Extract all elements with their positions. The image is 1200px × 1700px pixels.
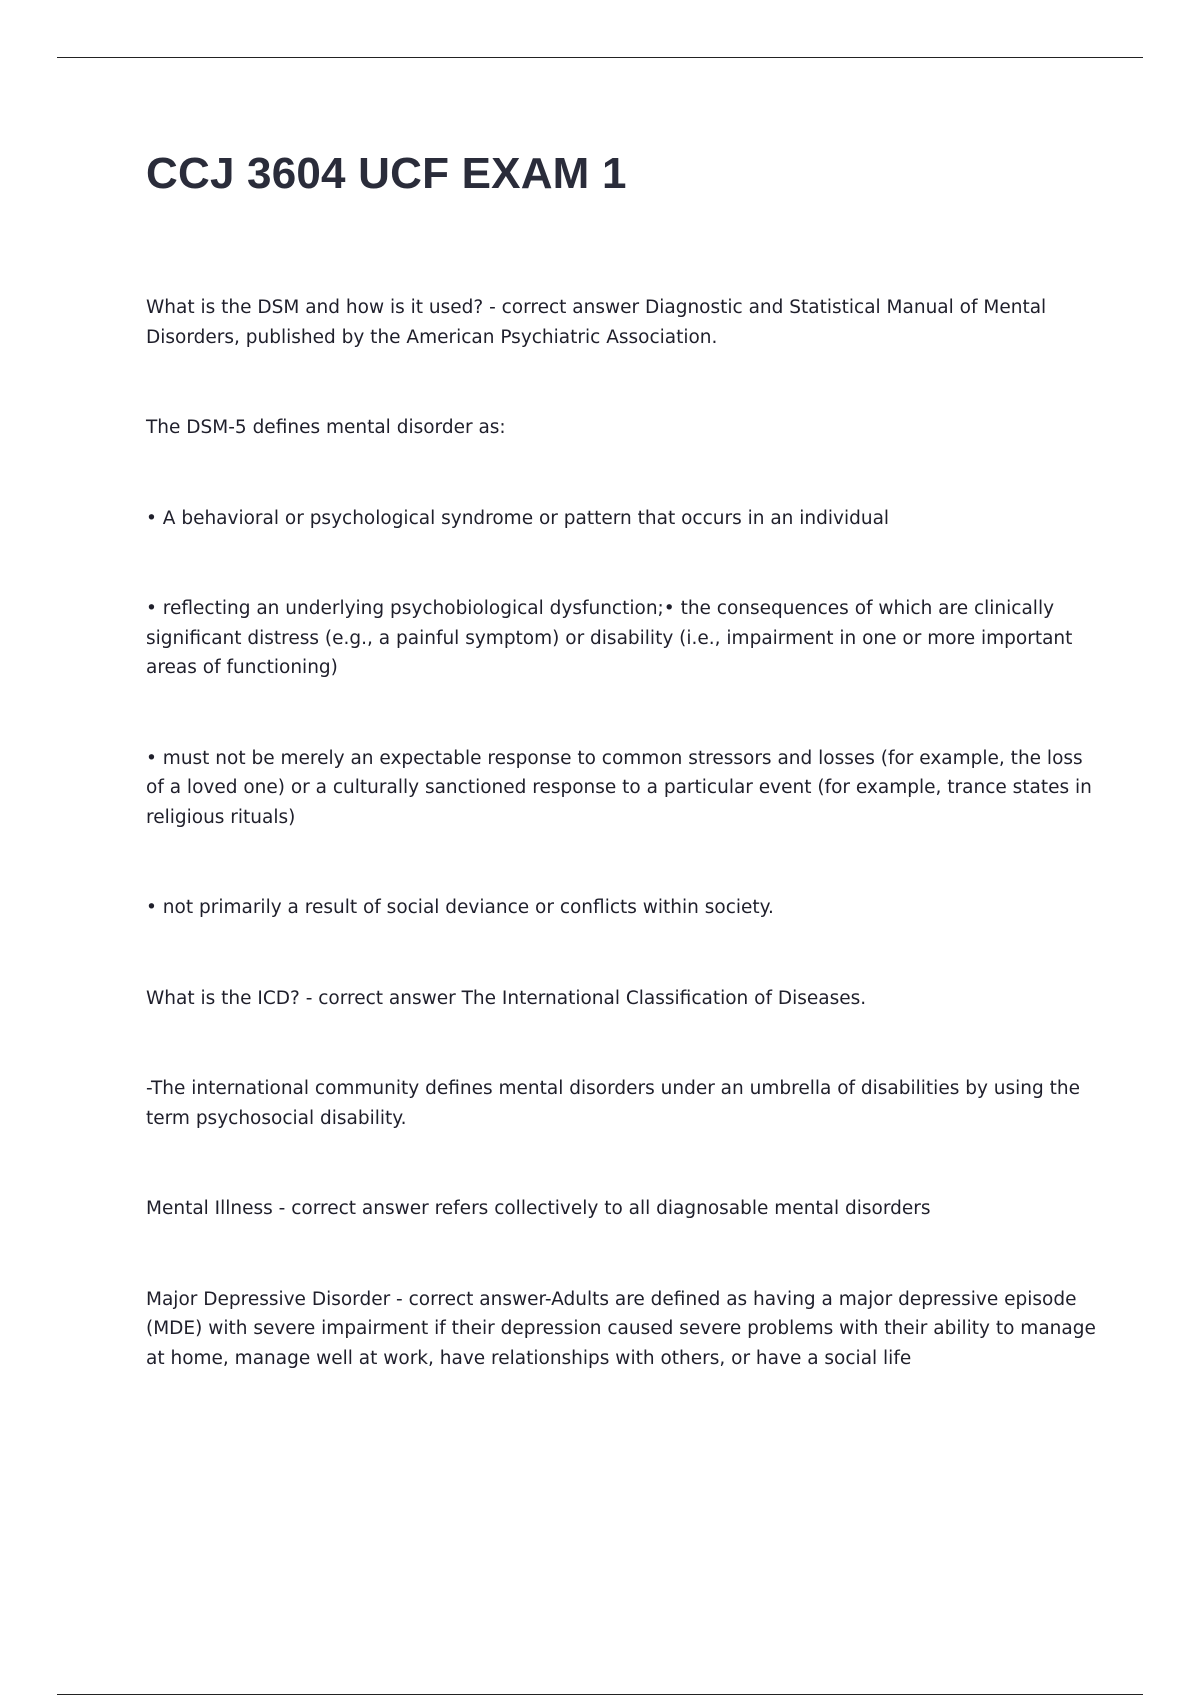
bottom-divider [57,1694,1143,1695]
paragraph-dsm5-definition-intro: The DSM-5 defines mental disorder as: [146,417,506,438]
top-divider [57,57,1143,58]
paragraph-dsm-question: What is the DSM and how is it used? - correct answer Diagnostic and Statistical Manual of Mental Disorders, published by the American Psychiatric Association. [146,297,1047,348]
paragraph-icd-question: What is the ICD? - correct answer The International Classification of Diseases. [146,987,867,1009]
document-body [146,293,1096,1373]
paragraph-mental-illness: Mental Illness - correct answer refers collectively to all diagnosable mental disorders [146,1198,931,1219]
bullet-behavioral-syndrome: • A behavioral or psychological syndrome or pattern that occurs in an individual [146,507,890,529]
bullet-social-deviance: • not primarily a result of social deviance or conflicts within society. [146,897,774,918]
bullet-psychobiological-dysfunction: • reflecting an underlying psychobiological dysfunction;• the consequences of which are clinically significant distress (e.g., a painful symptom) or disability (i.e., impairment in one or more important areas of functioning) [146,598,1073,678]
paragraph-major-depressive-disorder: Major Depressive Disorder - correct answer-Adults are defined as having a major depressive episode (MDE) with severe impairment if their depression caused severe problems with their ability to manage at home, manage well at work, have relationships with others, or have a social life [146,1288,1096,1369]
bullet-expectable-response: • must not be merely an expectable response to common stressors and losses (for example, the loss of a loved one) or a culturally sanctioned response to a particular event (for example, trance states in religious rituals) [146,747,1092,828]
page-title: CCJ 3604 UCF EXAM 1 [146,149,627,198]
paragraph-psychosocial-disability: -The international community defines mental disorders under an umbrella of disabilities by using the term psychosocial disability. [146,1078,1081,1129]
